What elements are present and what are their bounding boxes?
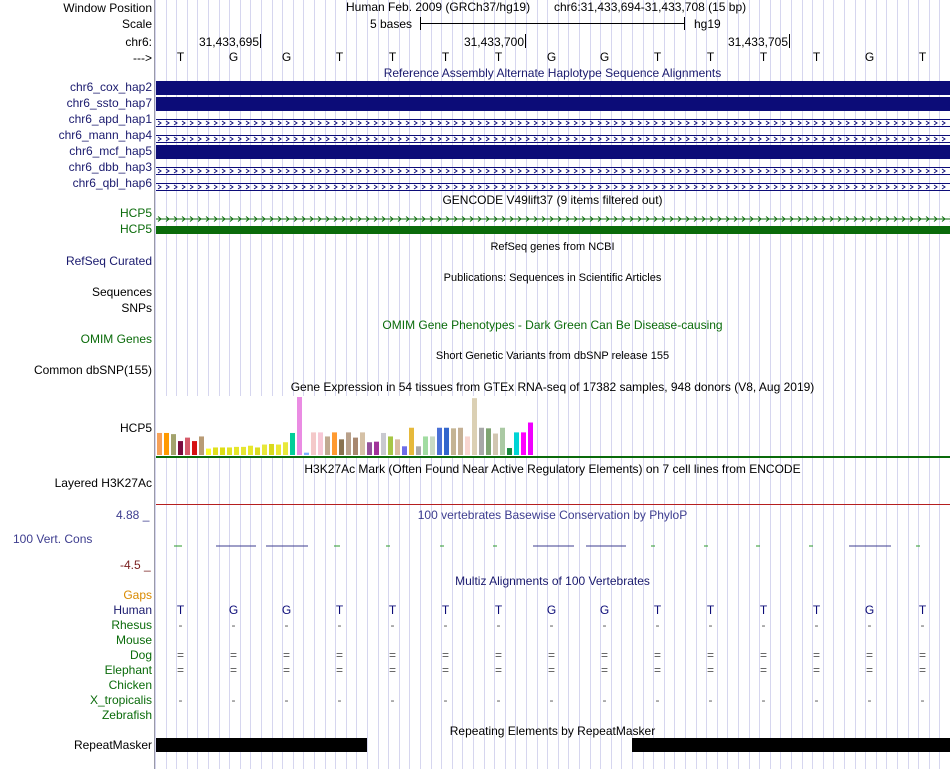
gtex-tissue-bar[interactable]	[318, 432, 323, 455]
db-label: hg19	[694, 17, 721, 31]
gencode-transcript-2[interactable]	[156, 226, 950, 234]
alignment-base: -	[708, 693, 713, 707]
alignment-base: -	[231, 693, 236, 707]
gtex-tissue-bar[interactable]	[241, 447, 246, 455]
scale-bar	[420, 23, 685, 24]
coord-label: 31,433,700	[463, 35, 524, 49]
gtex-tissue-bar[interactable]	[206, 449, 211, 455]
coord-tick	[260, 34, 261, 48]
alignment-gap-chevrons[interactable]	[156, 132, 950, 140]
alt-haplotype-label[interactable]: chr6_qbl_hap6	[72, 176, 152, 190]
chevron-pattern	[156, 135, 950, 143]
ruler-base: T	[335, 50, 344, 64]
gtex-tissue-bar[interactable]	[430, 436, 435, 455]
multiz-species-label[interactable]: Dog	[129, 648, 152, 662]
gtex-bar-chart[interactable]	[156, 396, 536, 456]
gtex-tissue-bar[interactable]	[199, 436, 204, 455]
gtex-tissue-bar[interactable]	[409, 428, 414, 455]
alignment-block[interactable]	[156, 97, 950, 111]
assembly-label: Human Feb. 2009 (GRCh37/hg19)	[346, 0, 531, 14]
alignment-base: =	[282, 663, 290, 677]
alignment-base: =	[653, 648, 661, 662]
alignment-base: =	[335, 648, 343, 662]
multiz-species-label[interactable]: Mouse	[115, 633, 152, 647]
gtex-tissue-bar[interactable]	[437, 428, 442, 455]
refseq-label[interactable]: RefSeq Curated	[65, 254, 152, 268]
multiz-species-label[interactable]: Zebrafish	[101, 708, 152, 722]
gtex-tissue-bar[interactable]	[325, 436, 330, 455]
alignment-base: T	[812, 603, 821, 617]
repeatmasker-label[interactable]: RepeatMasker	[73, 738, 152, 752]
alignment-base: T	[335, 603, 344, 617]
gtex-tissue-bar[interactable]	[423, 436, 428, 455]
ruler-base: T	[759, 50, 768, 64]
gtex-tissue-bar[interactable]	[486, 428, 491, 455]
gtex-tissue-bar[interactable]	[500, 428, 505, 455]
alignment-base: =	[388, 663, 396, 677]
gtex-tissue-bar[interactable]	[451, 428, 456, 455]
alignment-base: -	[443, 618, 448, 632]
alignment-base: G	[599, 603, 610, 617]
alignment-base: -	[178, 693, 183, 707]
multiz-title[interactable]: Multiz Alignments of 100 Vertebrates	[455, 574, 650, 588]
ruler-base: G	[228, 50, 239, 64]
publications-title[interactable]: Publications: Sequences in Scientific Articles	[443, 272, 662, 284]
gtex-tissue-bar[interactable]	[248, 446, 253, 455]
gtex-tissue-bar[interactable]	[360, 432, 365, 455]
alignment-base: T	[706, 603, 715, 617]
alt-haplotype-label[interactable]: chr6_mann_hap4	[58, 128, 152, 142]
alignment-base: T	[918, 603, 927, 617]
multiz-species-label[interactable]: Human	[113, 603, 152, 617]
alignment-base: =	[494, 648, 502, 662]
conservation-title[interactable]: 100 vertebrates Basewise Conservation by PhyloP	[417, 508, 688, 522]
gtex-tissue-bar[interactable]	[255, 447, 260, 455]
multiz-species-label[interactable]: Rhesus	[111, 618, 152, 632]
alignment-base: -	[814, 693, 819, 707]
dbsnp-label[interactable]: Common dbSNP(155)	[33, 363, 152, 377]
coord-label: 31,433,695	[198, 35, 259, 49]
alignment-base: -	[655, 693, 660, 707]
ruler-base: T	[494, 50, 503, 64]
gtex-tissue-bar[interactable]	[269, 444, 274, 455]
ruler-base: T	[653, 50, 662, 64]
gencode-transcript-1[interactable]	[156, 211, 950, 217]
alignment-base: -	[549, 693, 554, 707]
gtex-tissue-bar[interactable]	[374, 442, 379, 455]
gtex-tissue-bar[interactable]	[276, 445, 281, 455]
alignment-base: T	[441, 603, 450, 617]
ruler-base: T	[176, 50, 185, 64]
alignment-base: T	[759, 603, 768, 617]
refseq-title[interactable]: RefSeq genes from NCBI	[490, 241, 615, 253]
alignment-base: =	[600, 648, 608, 662]
multiz-species-label[interactable]: Elephant	[104, 663, 152, 677]
alignment-base: G	[864, 603, 875, 617]
alt-haplotype-label[interactable]: chr6_mcf_hap5	[69, 144, 152, 158]
gtex-tissue-bar[interactable]	[297, 397, 302, 455]
conservation-max: 4.88 _	[116, 508, 150, 522]
alignment-base: -	[761, 618, 766, 632]
alignment-base: -	[708, 618, 713, 632]
alignment-base: =	[282, 648, 290, 662]
alignment-base: =	[918, 648, 926, 662]
alignment-base: =	[600, 663, 608, 677]
h3k27ac-title[interactable]: H3K27Ac Mark (Often Found Near Active Regulatory Elements) on 7 cell lines from ENCODE	[304, 462, 801, 476]
chevron-pattern	[156, 167, 950, 175]
alignment-base: T	[388, 603, 397, 617]
strand-label: --->	[133, 51, 152, 65]
alignment-base: T	[653, 603, 662, 617]
gtex-tissue-bar[interactable]	[192, 441, 197, 455]
gtex-tissue-bar[interactable]	[528, 423, 533, 455]
alignment-base: =	[229, 663, 237, 677]
gencode-title[interactable]: GENCODE V49lift37 (9 items filtered out)	[442, 193, 663, 207]
ruler-base: T	[812, 50, 821, 64]
alignment-base: =	[706, 648, 714, 662]
alignment-base: -	[867, 693, 872, 707]
alignment-base: -	[337, 693, 342, 707]
gtex-gene-line	[156, 456, 950, 458]
alignment-base: -	[496, 693, 501, 707]
alignment-base: -	[178, 618, 183, 632]
alignment-base: -	[284, 693, 289, 707]
gtex-tissue-bar[interactable]	[416, 446, 421, 455]
gtex-tissue-bar[interactable]	[346, 432, 351, 455]
gtex-tissue-bar[interactable]	[234, 447, 239, 455]
coord-label: 31,433,705	[727, 35, 788, 49]
alignment-base: T	[494, 603, 503, 617]
alignment-base: =	[547, 648, 555, 662]
alignment-base: G	[546, 603, 557, 617]
alt-haplotype-label[interactable]: chr6_apd_hap1	[68, 112, 152, 126]
conservation-signal	[156, 541, 950, 551]
gtex-tissue-bar[interactable]	[458, 428, 463, 455]
ruler-base: G	[864, 50, 875, 64]
alignment-base: =	[176, 663, 184, 677]
ruler-base: T	[706, 50, 715, 64]
chevron-pattern	[156, 183, 950, 191]
ruler-base: G	[281, 50, 292, 64]
alt-haplotype-label[interactable]: chr6_dbb_hap3	[68, 160, 152, 174]
gtex-tissue-bar[interactable]	[402, 446, 407, 455]
gtex-tissue-bar[interactable]	[304, 453, 309, 455]
gtex-tissue-bar[interactable]	[339, 439, 344, 455]
conservation-label[interactable]: 100 Vert. Cons	[13, 532, 93, 546]
window-position-label: Window Position	[63, 1, 152, 15]
alignment-base: =	[441, 663, 449, 677]
alt-haplotype-title[interactable]: Reference Assembly Alternate Haplotype Sequence Alignments	[383, 66, 722, 80]
conservation-min: -4.5 _	[120, 558, 151, 572]
alignment-base: =	[441, 648, 449, 662]
alignment-base: G	[281, 603, 292, 617]
gtex-tissue-bar[interactable]	[213, 447, 218, 455]
gtex-tissue-bar[interactable]	[388, 436, 393, 455]
repeat-element-block[interactable]	[156, 738, 367, 752]
alignment-base: -	[443, 693, 448, 707]
chrom-label: chr6:	[125, 35, 152, 49]
multiz-species-label[interactable]: Chicken	[108, 678, 152, 692]
gtex-tissue-bar[interactable]	[220, 447, 225, 455]
alignment-gap-chevrons[interactable]	[156, 180, 950, 188]
publications-label[interactable]: Sequences	[91, 285, 152, 299]
gtex-tissue-bar[interactable]	[444, 428, 449, 455]
alignment-base: =	[759, 663, 767, 677]
scale-bar-text: 5 bases	[370, 17, 413, 31]
coord-tick	[789, 34, 790, 48]
alignment-block[interactable]	[156, 81, 950, 95]
gtex-tissue-bar[interactable]	[185, 438, 190, 455]
gtex-title[interactable]: Gene Expression in 54 tissues from GTEx RNA-seq of 17382 samples, 948 donors (V8, Aug 2019)	[290, 380, 815, 394]
alignment-base: T	[176, 603, 185, 617]
alt-haplotype-label[interactable]: chr6_ssto_hap7	[66, 96, 152, 110]
alignment-base: =	[653, 663, 661, 677]
dbsnp-title[interactable]: Short Genetic Variants from dbSNP release 155	[435, 350, 670, 362]
gtex-tissue-bar[interactable]	[332, 432, 337, 455]
gtex-tissue-bar[interactable]	[178, 441, 183, 455]
alignment-base: =	[176, 648, 184, 662]
gtex-tissue-bar[interactable]	[381, 433, 386, 455]
gtex-tissue-bar[interactable]	[395, 439, 400, 455]
chevron-pattern	[156, 119, 950, 127]
alignment-base: -	[602, 693, 607, 707]
gtex-tissue-bar[interactable]	[311, 432, 316, 455]
gencode-item-label[interactable]: HCP5	[119, 206, 152, 220]
gtex-tissue-bar[interactable]	[157, 433, 162, 455]
scale-bar-right-tick	[684, 17, 685, 30]
gtex-tissue-bar[interactable]	[493, 434, 498, 455]
alignment-base: =	[812, 648, 820, 662]
snps-label[interactable]: SNPs	[121, 301, 152, 315]
alignment-base: =	[388, 648, 396, 662]
omim-label[interactable]: OMIM Genes	[80, 332, 152, 346]
alignment-base: =	[547, 663, 555, 677]
alignment-gap-chevrons[interactable]	[156, 164, 950, 172]
alignment-base: =	[494, 663, 502, 677]
gtex-tissue-bar[interactable]	[507, 448, 512, 455]
gtex-tissue-bar[interactable]	[479, 428, 484, 455]
gtex-tissue-bar[interactable]	[227, 447, 232, 455]
gtex-tissue-bar[interactable]	[521, 432, 526, 455]
ruler-base: T	[441, 50, 450, 64]
alignment-base: =	[865, 663, 873, 677]
alignment-base: -	[496, 618, 501, 632]
alignment-base: =	[918, 663, 926, 677]
alignment-base: -	[390, 618, 395, 632]
alignment-base: -	[337, 618, 342, 632]
gtex-tissue-bar[interactable]	[290, 433, 295, 455]
alignment-base: -	[390, 693, 395, 707]
repeatmasker-title[interactable]: Repeating Elements by RepeatMasker	[449, 724, 656, 738]
alignment-base: =	[812, 663, 820, 677]
transcript-intron-chevrons	[156, 216, 950, 222]
alignment-base: -	[761, 693, 766, 707]
scale-label: Scale	[121, 17, 152, 31]
ruler-base: T	[388, 50, 397, 64]
h3k27ac-signal-line	[156, 504, 950, 505]
alignment-gap-chevrons[interactable]	[156, 116, 950, 124]
scale-bar-left-tick	[420, 17, 421, 30]
gtex-tissue-bar[interactable]	[164, 433, 169, 455]
alignment-base: =	[229, 648, 237, 662]
alignment-block[interactable]	[156, 145, 950, 159]
gtex-tissue-bar[interactable]	[472, 398, 477, 455]
window-position-value[interactable]: chr6:31,433,694-31,433,708 (15 bp)	[554, 0, 747, 14]
gtex-tissue-bar[interactable]	[353, 438, 358, 455]
alignment-base: -	[655, 618, 660, 632]
gtex-tissue-bar[interactable]	[367, 442, 372, 455]
ruler-base: G	[546, 50, 557, 64]
alignment-base: =	[865, 648, 873, 662]
gtex-label[interactable]: HCP5	[119, 421, 152, 435]
alignment-base: -	[549, 618, 554, 632]
ruler-base: G	[599, 50, 610, 64]
ruler-base: T	[918, 50, 927, 64]
alignment-base: =	[335, 663, 343, 677]
alignment-base: -	[920, 618, 925, 632]
alignment-base: =	[759, 648, 767, 662]
multiz-gaps-label[interactable]: Gaps	[123, 588, 152, 602]
multiz-species-label[interactable]: X_tropicalis	[89, 693, 152, 707]
alignment-base: -	[602, 618, 607, 632]
alignment-base: -	[231, 618, 236, 632]
gtex-tissue-bar[interactable]	[514, 432, 519, 455]
coord-tick	[525, 34, 526, 48]
repeat-element-block[interactable]	[632, 738, 950, 752]
gtex-tissue-bar[interactable]	[171, 434, 176, 455]
alignment-base: -	[284, 618, 289, 632]
gtex-tissue-bar[interactable]	[283, 442, 288, 455]
alignment-base: -	[867, 618, 872, 632]
gtex-tissue-bar[interactable]	[262, 445, 267, 455]
h3k27ac-label[interactable]: Layered H3K27Ac	[54, 476, 152, 490]
gencode-item-label[interactable]: HCP5	[119, 222, 152, 236]
alignment-base: -	[814, 618, 819, 632]
alignment-base: -	[920, 693, 925, 707]
gtex-tissue-bar[interactable]	[465, 436, 470, 455]
alignment-base: =	[706, 663, 714, 677]
omim-title[interactable]: OMIM Gene Phenotypes - Dark Green Can Be Disease-causing	[382, 318, 723, 332]
alignment-base: G	[228, 603, 239, 617]
alt-haplotype-label[interactable]: chr6_cox_hap2	[69, 80, 152, 94]
